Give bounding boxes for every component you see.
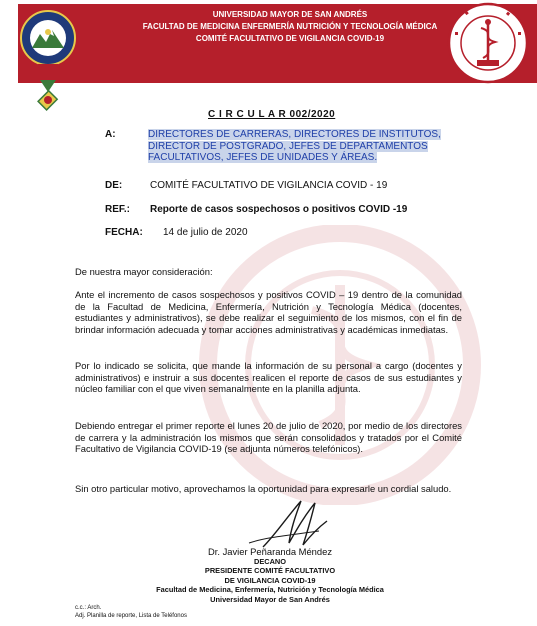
circular-title: C I R C U L A R 002/2020 <box>208 109 336 120</box>
signer-role: Universidad Mayor de San Andrés <box>210 594 330 604</box>
date-label: FECHA: <box>105 227 143 238</box>
signer-role: DE VIGILANCIA COVID-19 <box>224 575 316 585</box>
cc-line: c.c.: Arch. <box>75 605 102 611</box>
signer-name: Dr. Javier Peñaranda Méndez <box>207 546 333 557</box>
addressee-line: FACULTATIVOS, JEFES DE UNIDADES Y ÁREAS. <box>148 152 378 163</box>
ref-value: Reporte de casos sospechosos o positivos COVID -19 <box>150 204 408 215</box>
signer-role: DECANO <box>253 557 287 566</box>
addressee-line: DIRECTOR DE POSTGRADO, JEFES DE DEPARTAMENTOS <box>148 140 428 152</box>
body-paragraph: Debiendo entregar el primer reporte el lunes 20 de julio de 2020, por medio de los directores de carrera y la administración los mismos que serán consolidados y tratados por el Comité Facultativo de Vigilancia COVID-19 (se adjunta números telefónicos). <box>75 420 462 455</box>
university-name: UNIVERSIDAD MAYOR DE SAN ANDRÉS <box>212 10 368 19</box>
attachments-line: Adj. Planilla de reporte, Lista de Teléfonos <box>75 612 187 619</box>
addressee-line: DIRECTORES DE CARRERAS, DIRECTORES DE INSTITUTOS, <box>148 129 441 140</box>
committee-name: COMITÉ FACULTATIVO DE VIGILANCIA COVID-19 <box>195 34 385 43</box>
ref-label: REF.: <box>105 204 130 215</box>
from-value: COMITÉ FACULTATIVO DE VIGILANCIA COVID - 19 <box>150 180 388 191</box>
signature-block <box>120 546 420 604</box>
body-paragraph: Por lo indicado se solicita, que mande la información de su personal a cargo (docentes y administrativos) e instruir a sus docentes realicen el reporte de casos de sus estudiantes y núcleo familiar con el que viven semanalmente en la planilla adjunta. <box>75 360 462 395</box>
footer-notes <box>75 605 187 620</box>
to-label: A: <box>105 129 116 140</box>
faculty-seal-logo <box>447 2 529 84</box>
greeting: De nuestra mayor consideración: <box>75 266 213 277</box>
from-label: DE: <box>105 180 123 191</box>
body-paragraph: Ante el incremento de casos sospechosos y positivos COVID – 19 dentro de la comunidad de la Facultad de Medicina, Enfermería, Nutrición y Tecnología Médica (docentes, estudiantes y administrativos), se debe realizar el seguimiento de los mismos, con el fin de brindar información adecuada y tomar acciones administrativas y académicas inmediatas. <box>75 289 462 335</box>
date-value: 14 de julio de 2020 <box>163 227 248 238</box>
closing-paragraph: Sin otro particular motivo, aprovechamos la oportunidad para expresarle un cordial saludo. <box>75 483 452 494</box>
signer-role: PRESIDENTE COMITÉ FACULTATIVO <box>204 566 336 576</box>
header-text <box>70 9 510 45</box>
university-seal-logo <box>18 6 78 116</box>
addressee-block <box>148 129 468 164</box>
faculty-name: FACULTAD DE MEDICINA ENFERMERÍA NUTRICIÓN Y TECNOLOGÍA MÉDICA <box>142 22 438 31</box>
signer-role: Facultad de Medicina, Enfermería, Nutrición y Tecnología Médica <box>156 585 384 595</box>
